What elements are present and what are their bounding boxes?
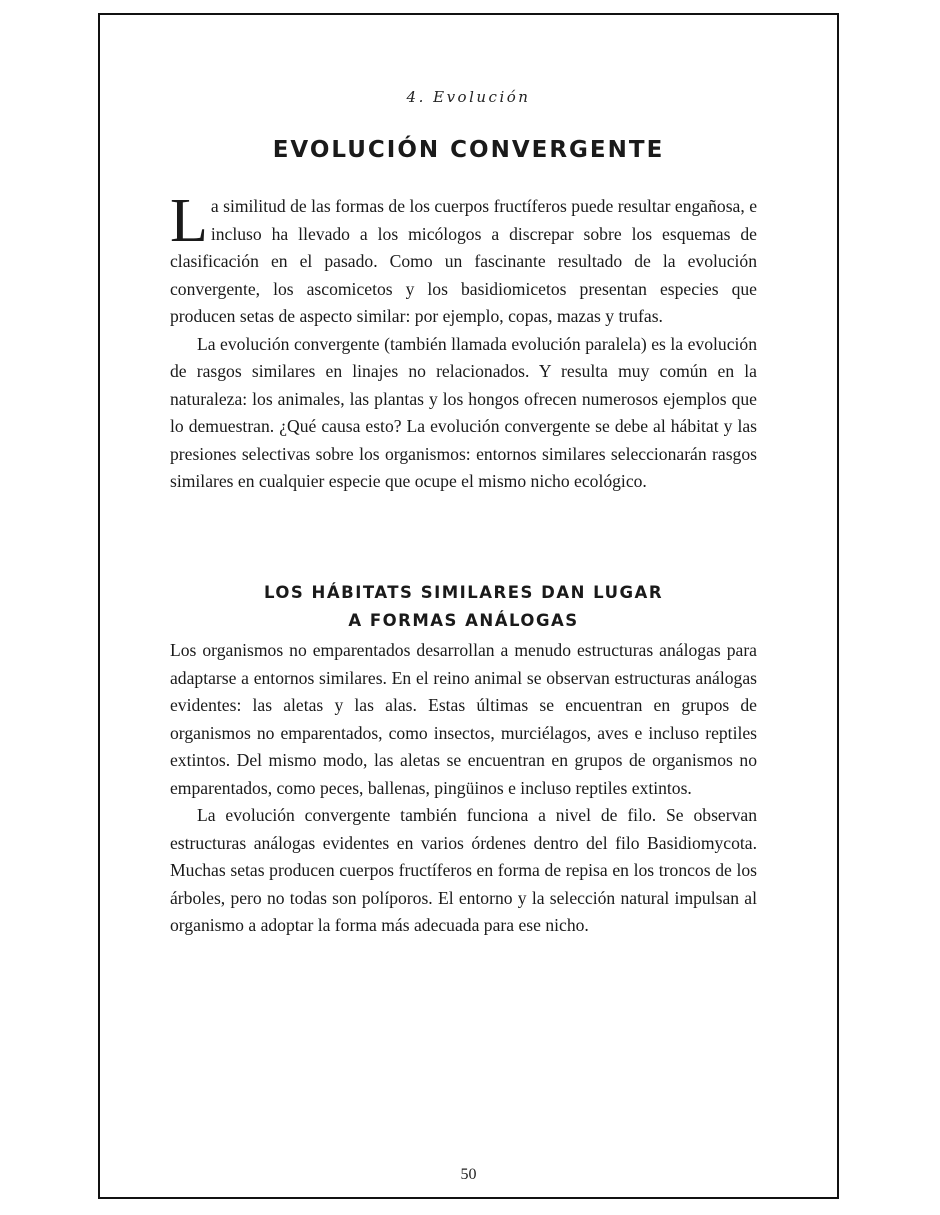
drop-cap: L xyxy=(170,187,208,255)
section-paragraph-1: Los organismos no emparentados desarrollan a menudo estructuras análogas para adaptarse a entornos similares. En el reino animal se observan estructuras análogas evidentes: las aletas y las alas. Estas últimas se encuentran en grupos de organismos no emparentados, como insectos, murciélagos, aves e incluso reptiles extintos. Del mismo modo, las aletas se encuentran en grupos de organismos no emparentados, como peces, ballenas, pingüinos e incluso reptiles extintos. xyxy=(170,640,757,798)
section-paragraph-2: La evolución convergente también funciona a nivel de filo. Se observan estructuras análogas evidentes en varios órdenes dentro del filo Basidiomycota. Muchas setas producen cuerpos fructíferos en forma de repisa en los troncos de los árboles, pero no todas son políporos. El entorno y la selección natural impulsan al organismo a adoptar la forma más adecuada para ese nicho. xyxy=(170,805,757,935)
section-heading-line-1: LOS HÁBITATS SIMILARES DAN LUGAR xyxy=(263,583,664,602)
section-heading-line-2: A FORMAS ANÁLOGAS xyxy=(348,611,579,630)
intro-paragraph-1 xyxy=(170,187,757,331)
intro-paragraph-1-text: a similitud de las formas de los cuerpos fructíferos puede resultar engañosa, e incluso ha llevado a los micólogos a discrepar sobre los esquemas de clasificación en el pasado. Como un fascinante resultado de la evolución convergente, los ascomicetos y los basidiomicetos presentan especies que producen setas de aspecto similar: por ejemplo, copas, mazas y trufas. xyxy=(170,196,757,326)
section-text xyxy=(170,637,757,940)
running-head: 4. Evolución xyxy=(406,88,531,106)
page-frame xyxy=(98,13,839,1199)
page-number: 50 xyxy=(460,1166,477,1183)
chapter-title: EVOLUCIÓN CONVERGENTE xyxy=(272,137,665,163)
section-heading xyxy=(170,579,757,635)
intro-text xyxy=(170,187,757,496)
intro-paragraph-2: La evolución convergente (también llamada evolución paralela) es la evolución de rasgos similares en linajes no relacionados. Y resulta muy común en la naturaleza: los animales, las plantas y los hongos ofrecen numerosos ejemplos que lo demuestran. ¿Qué causa esto? La evolución convergente se debe al hábitat y las presiones selectivas sobre los organismos: entornos similares seleccionarán rasgos similares en cualquier especie que ocupe el mismo nicho ecológico. xyxy=(170,333,757,491)
